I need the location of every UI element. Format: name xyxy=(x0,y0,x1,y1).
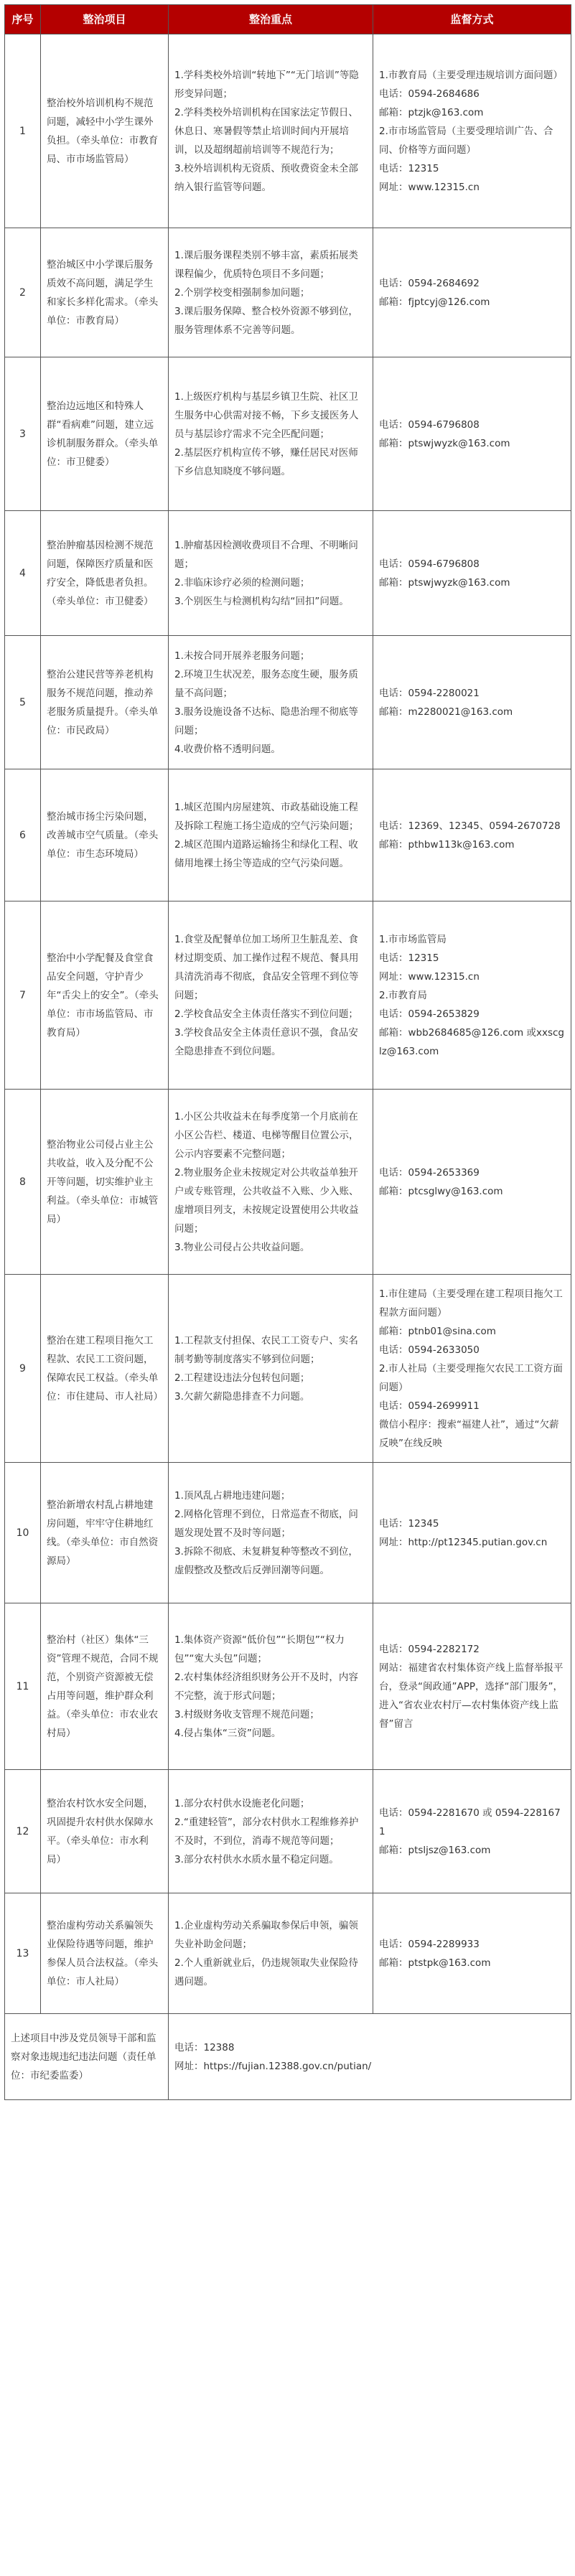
table-row xyxy=(5,1090,571,1275)
rectification-item: 整治在建工程项目拖欠工程款、农民工工资问题，保障农民工权益。（牵头单位：市住建局、市人社局） xyxy=(41,1275,169,1463)
supervision-method: 电话：0594-2281670 或 0594-2281671 邮箱：ptsljsz@163.com xyxy=(373,1770,571,1893)
rectification-item: 整治新增农村乱占耕地建房问题，牢牢守住耕地红线。（牵头单位：市自然资源局） xyxy=(41,1463,169,1603)
rectification-item: 整治城区中小学课后服务质效不高问题，满足学生和家长多样化需求。（牵头单位：市教育局） xyxy=(41,228,169,357)
rectification-focus: 1.城区范围内房屋建筑、市政基础设施工程及拆除工程施工扬尘造成的空气污染问题； 2.城区范围内道路运输扬尘和绿化工程、收储用地裸土扬尘等造成的空气污染问题。 xyxy=(169,769,373,901)
header-supervision: 监督方式 xyxy=(373,5,571,34)
header-item: 整治项目 xyxy=(41,5,169,34)
rectification-item: 整治村（社区）集体“三资”管理不规范，合同不规范，个别资产资源被无偿占用等问题，维护群众利益。（牵头单位：市农业农村局） xyxy=(41,1603,169,1770)
table-row xyxy=(5,1603,571,1770)
rectification-focus: 1.肿瘤基因检测收费项目不合理、不明晰问题； 2.非临床诊疗必须的检测问题； 3.个别医生与检测机构勾结“回扣”问题。 xyxy=(169,511,373,636)
rectification-item: 上述项目中涉及党员领导干部和监察对象违规违纪违法问题（责任单位：市纪委监委） xyxy=(5,2014,169,2100)
rectification-item: 整治城市扬尘污染问题，改善城市空气质量。（牵头单位：市生态环境局） xyxy=(41,769,169,901)
row-number: 4 xyxy=(5,511,41,636)
supervision-method: 电话：0594-6796808 邮箱：ptswjwyzk@163.com xyxy=(373,357,571,511)
table-row xyxy=(5,636,571,769)
supervision-method: 电话：0594-2282172 网站：福建省农村集体资产线上监督举报平台，登录“闽政通”APP，选择“部门服务”，进入“省农业农村厅—农村集体资产线上监督”留言 xyxy=(373,1603,571,1770)
rectification-focus: 1.工程款支付担保、农民工工资专户、实名制考勤等制度落实不够到位问题； 2.工程建设违法分包转包问题； 3.欠薪欠薪隐患排查不力问题。 xyxy=(169,1275,373,1463)
rectification-focus: 1.食堂及配餐单位加工场所卫生脏乱差、食材过期变质、加工操作过程不规范、餐具用具清洗消毒不彻底，食品安全管理不到位等问题； 2.学校食品安全主体责任落实不到位问题； 3.学校食品安全主体责任意识不强，食品安全隐患排查不到位问题。 xyxy=(169,901,373,1090)
supervision-method: 电话：12369、12345、0594-2670728 邮箱：pthbw113k@163.com xyxy=(373,769,571,901)
rectification-item: 整治农村饮水安全问题，巩固提升农村供水保障水平。（牵头单位：市水利局） xyxy=(41,1770,169,1893)
supervision-method: 电话：0594-2289933 邮箱：ptstpk@163.com xyxy=(373,1893,571,2014)
rectification-focus: 1.部分农村供水设施老化问题； 2.“重建轻管”，部分农村供水工程维修养护不及时，不到位，消毒不规范等问题； 3.部分农村供水水质水量不稳定问题。 xyxy=(169,1770,373,1893)
rectification-focus: 1.企业虚构劳动关系骗取参保后申领，骗领失业补助金问题； 2.个人重新就业后，仍违规领取失业保险待遇问题。 xyxy=(169,1893,373,2014)
table-row xyxy=(5,2014,571,2100)
rectification-focus: 1.顶风乱占耕地违建问题； 2.网格化管理不到位，日常巡查不彻底，问题发现处置不及时等问题； 3.拆除不彻底、未复耕复种等整改不到位，虚假整改及整改后反弹回潮等问题。 xyxy=(169,1463,373,1603)
rectification-item: 整治校外培训机构不规范问题，减轻中小学生课外负担。（牵头单位：市教育局、市市场监管局） xyxy=(41,34,169,228)
row-number: 5 xyxy=(5,636,41,769)
rectification-table xyxy=(4,4,571,2100)
supervision-method: 电话：0594-2280021 邮箱：m2280021@163.com xyxy=(373,636,571,769)
supervision-method: 1.市住建局（主要受理在建工程项目拖欠工程款方面问题） 邮箱：ptnb01@sina.com 电话：0594-2633050 2.市人社局（主要受理拖欠农民工工资方面问题） 电话：0594-2699911 微信小程序：搜索“福建人社”，通过“欠薪反映”在线反映 xyxy=(373,1275,571,1463)
header-focus: 整治重点 xyxy=(169,5,373,34)
table-row xyxy=(5,228,571,357)
row-number: 6 xyxy=(5,769,41,901)
supervision-method: 1.市市场监管局 电话：12315 网址：www.12315.cn 2.市教育局 电话：0594-2653829 邮箱：wbb2684685@126.com 或xxscglz@163.com xyxy=(373,901,571,1090)
table-row xyxy=(5,511,571,636)
rectification-item: 整治虚构劳动关系骗领失业保险待遇等问题，维护参保人员合法权益。（牵头单位：市人社局） xyxy=(41,1893,169,2014)
row-number: 11 xyxy=(5,1603,41,1770)
row-number: 13 xyxy=(5,1893,41,2014)
supervision-method: 1.市教育局（主要受理违规培训方面问题） 电话：0594-2684686 邮箱：ptzjk@163.com 2.市市场监管局（主要受理培训广告、合同、价格等方面问题） 电话：12315 网址：www.12315.cn xyxy=(373,34,571,228)
supervision-method: 电话：12388 网址：https://fujian.12388.gov.cn/putian/ xyxy=(169,2014,571,2100)
supervision-method: 电话：0594-2653369 邮箱：ptcsglwy@163.com xyxy=(373,1090,571,1275)
table-row xyxy=(5,1893,571,2014)
rectification-focus: 1.小区公共收益未在每季度第一个月底前在小区公告栏、楼道、电梯等醒目位置公示，公示内容要素不完整问题； 2.物业服务企业未按规定对公共收益单独开户或专账管理，公共收益不入账、少入账、虚增项目列支，未按规定设置使用公共收益问题； 3.物业公司侵占公共收益问题。 xyxy=(169,1090,373,1275)
table-row xyxy=(5,901,571,1090)
rectification-item: 整治肿瘤基因检测不规范问题，保障医疗质量和医疗安全，降低患者负担。（牵头单位：市卫健委） xyxy=(41,511,169,636)
table-row xyxy=(5,1770,571,1893)
row-number: 8 xyxy=(5,1090,41,1275)
table-row xyxy=(5,1275,571,1463)
supervision-method: 电话：0594-6796808 邮箱：ptswjwyzk@163.com xyxy=(373,511,571,636)
row-number: 10 xyxy=(5,1463,41,1603)
row-number: 9 xyxy=(5,1275,41,1463)
table-row xyxy=(5,357,571,511)
rectification-item: 整治边远地区和特殊人群“看病难”问题，建立远诊机制服务群众。（牵头单位：市卫健委） xyxy=(41,357,169,511)
rectification-focus: 1.学科类校外培训“转地下”“无门培训”等隐形变异问题； 2.学科类校外培训机构在国家法定节假日、休息日、寒暑假等禁止培训时间内开展培训，以及超纲超前培训等不规范行为； 3.校外培训机构无资质、预收费资金未全部纳入银行监管等问题。 xyxy=(169,34,373,228)
row-number: 1 xyxy=(5,34,41,228)
table-row xyxy=(5,34,571,228)
document xyxy=(4,4,571,2100)
row-number: 7 xyxy=(5,901,41,1090)
rectification-focus: 1.上级医疗机构与基层乡镇卫生院、社区卫生服务中心供需对接不畅，下乡支援医务人员与基层诊疗需求不完全匹配问题； 2.基层医疗机构宣传不够，赚任居民对医师下乡信息知晓度不够问题。 xyxy=(169,357,373,511)
rectification-item: 整治中小学配餐及食堂食品安全问题，守护青少年“舌尖上的安全”。（牵头单位：市市场监管局、市教育局） xyxy=(41,901,169,1090)
rectification-item: 整治物业公司侵占业主公共收益，收入及分配不公开等问题，切实维护业主利益。（牵头单位：市城管局） xyxy=(41,1090,169,1275)
table-row xyxy=(5,769,571,901)
rectification-focus: 1.课后服务课程类别不够丰富，素质拓展类课程偏少，优质特色项目不多问题； 2.个别学校变相强制参加问题； 3.课后服务保障、整合校外资源不够到位，服务管理体系不完善等问题。 xyxy=(169,228,373,357)
rectification-item: 整治公建民营等养老机构服务不规范问题，推动养老服务质量提升。（牵头单位：市民政局） xyxy=(41,636,169,769)
row-number: 12 xyxy=(5,1770,41,1893)
supervision-method: 电话：0594-2684692 邮箱：fjptcyj@126.com xyxy=(373,228,571,357)
table-row xyxy=(5,1463,571,1603)
table-header-row xyxy=(5,5,571,34)
header-no: 序号 xyxy=(5,5,41,34)
rectification-focus: 1.未按合同开展养老服务问题； 2.环境卫生状况差，服务态度生硬，服务质量不高问题； 3.服务设施设备不达标、隐患治理不彻底等问题； 4.收费价格不透明问题。 xyxy=(169,636,373,769)
row-number: 3 xyxy=(5,357,41,511)
rectification-focus: 1.集体资产资源“低价包”“长期包”“权力包”“寃大头包”问题； 2.农村集体经济组织财务公开不及时，内容不完整，流于形式问题； 3.村级财务收支管理不规范问题； 4.侵占集体“三资”问题。 xyxy=(169,1603,373,1770)
supervision-method: 电话：12345 网址：http://pt12345.putian.gov.cn xyxy=(373,1463,571,1603)
row-number: 2 xyxy=(5,228,41,357)
